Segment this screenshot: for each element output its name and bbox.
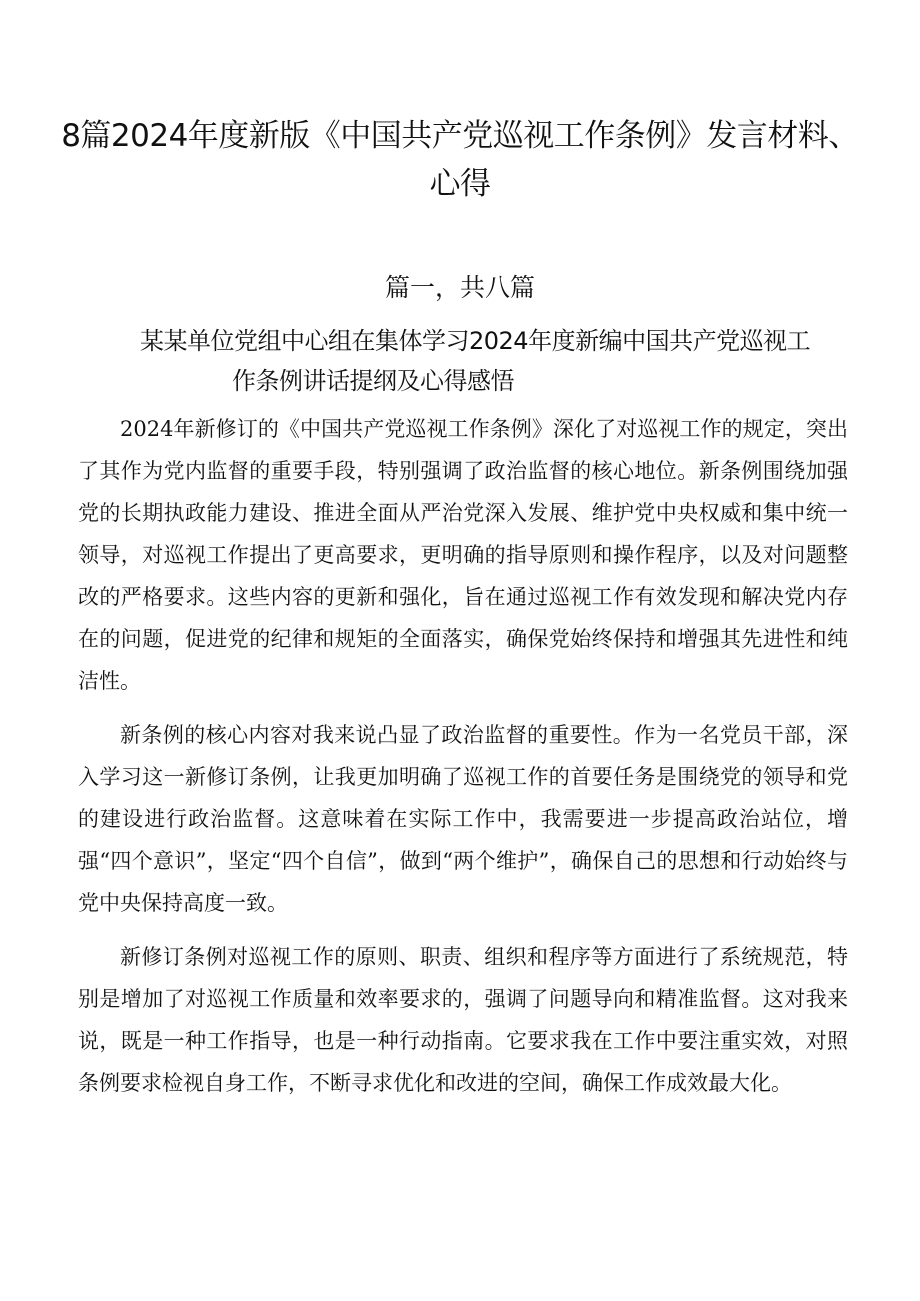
paragraph: 新修订条例对巡视工作的原则、职责、组织和程序等方面进行了系统规范，特别是增加了对巡视工作质量和效率要求的，强调了问题导向和精准监督。这对我来说，既是一种工作指导，也是一种行动指南。它要求我在工作中要注重实效，对照条例要求检视自身工作，不断寻求优化和改进的空间，确保工作成效最大化。 xyxy=(78,945,848,1095)
paragraph: 2024年新修订的《中国共产党巡视工作条例》深化了对巡视工作的规定，突出了其作为党内监督的重要手段，特别强调了政治监督的核心地位。新条例围绕加强党的长期执政能力建设、推进全面从严治党深入发展、维护党中央权威和集中统一领导，对巡视工作提出了更高要求，更明确的指导原则和操作程序，以及对问题整改的严格要求。这些内容的更新和强化，旨在通过巡视工作有效发现和解决党内存在的问题，促进党的纪律和规矩的全面落实，确保党始终保持和增强其先进性和纯洁性。 xyxy=(78,417,848,693)
body-text xyxy=(78,408,848,1116)
subtitle-line-2: 作条例讲话提纲及心得感悟 xyxy=(232,367,514,395)
document-title: 8篇2024年度新版《中国共产党巡视工作条例》发言材料、心得 xyxy=(61,118,859,202)
section-label: 篇一，共八篇 xyxy=(384,273,535,302)
subtitle-line-1: 某某单位党组中心组在集体学习2024年度新编中国共产党巡视工 xyxy=(140,327,811,355)
section-subtitle xyxy=(140,321,860,401)
paragraph: 新条例的核心内容对我来说凸显了政治监督的重要性。作为一名党员干部，深入学习这一新修订条例，让我更加明确了巡视工作的首要任务是围绕党的领导和党的建设进行政治监督。这意味着在实际工作中，我需要进一步提高政治站位，增强“四个意识”，坚定“四个自信”，做到“两个维护”，确保自己的思想和行动始终与党中央保持高度一致。 xyxy=(78,723,848,915)
